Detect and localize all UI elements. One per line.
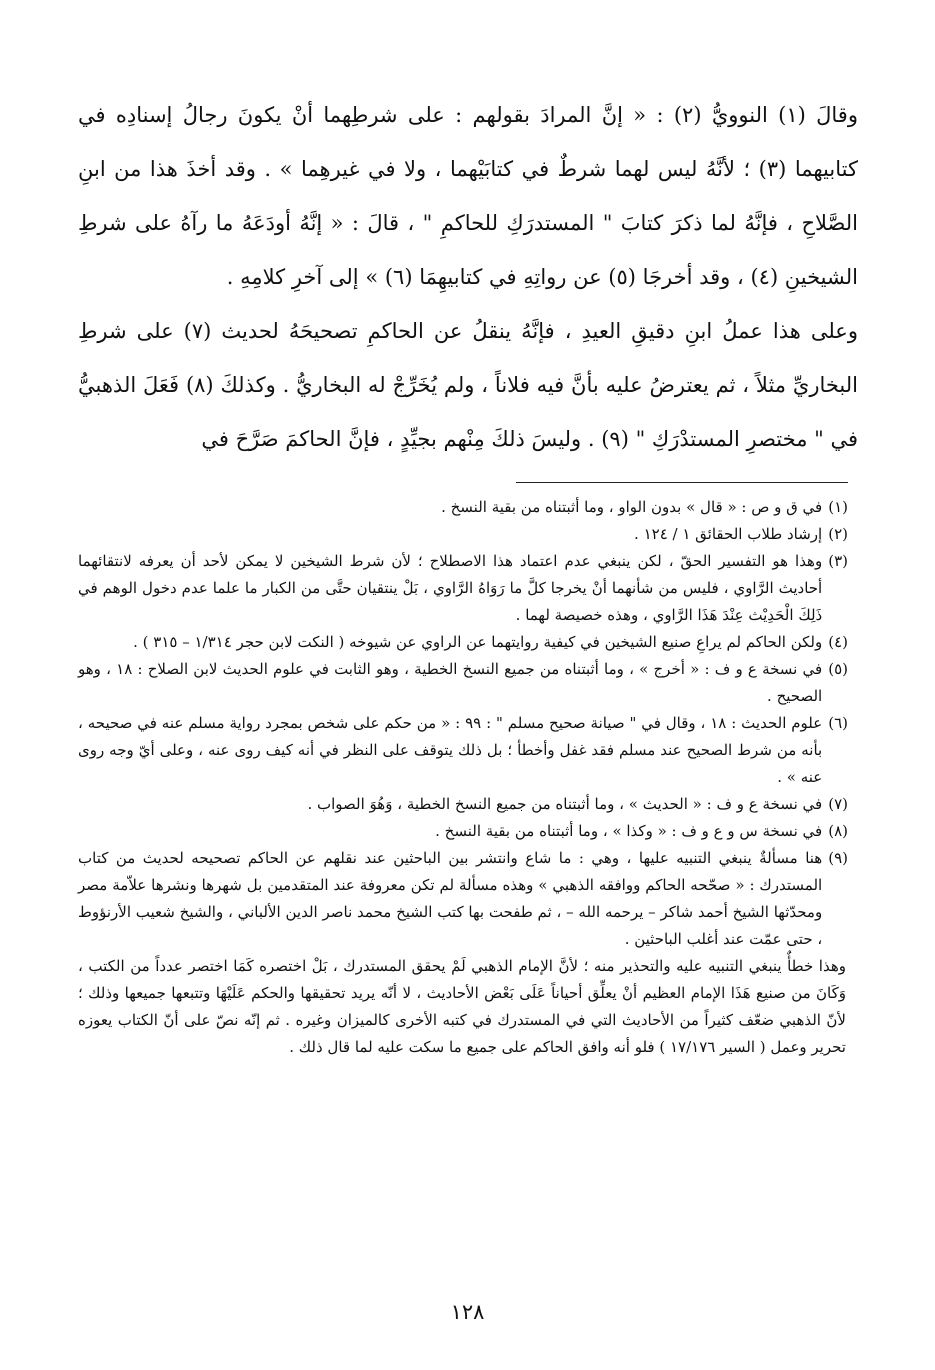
footnote-number: (٥) (828, 660, 848, 678)
body-paragraph-2: وعلى هذا عملُ ابنِ دقيقِ العيدِ ، فإنَّهُ ينقلُ عن الحاكمِ تصحيحَهُ لحديث (٧) على شرطِ البخاريِّ مثلاً ، ثم يعترضُ عليه بأنَّ فيه فلاناً ، ولم يُخَرِّجْ له البخاريُّ . وكذلكَ (٨) فَعَلَ الذهبيُّ في " مختصرِ المستدْرَكِ " (٩) . وليسَ ذلكَ مِنْهم بجيِّدٍ ، فإنَّ الحاكمَ صَرَّحَ في (78, 319, 858, 451)
footnote-text: وهذا خطأٌ ينبغي التنبيه عليه والتحذير منه ؛ لأنَّ الإمام الذهبي لَمْ يحقق المستدرك ، بَلْ اختصره كَمَا اختصر عدداً من الكتب ، وَكَانَ من صنيع هَذَا الإمام العظيم أنْ يعلِّق أحياناً عَلَى بَعْض الأحاديث ، لا أنّه يريد تحقيقها والحكم عَلَيْهَا وتتبعها جميعها وذلك ؛ لأنّ الذهبي ضعّف كثيراً من الأحاديث التي في المستدرك في كتبه الأخرى كالميزان وغيره . ثم إنّه نصّ على أنّ الكتاب يعوزه تحرير وعمل ( السير ١٧/١٧٦ ) فلو أنه وافق الحاكم على جميع ما سكت عليه لما قال ذلك . (78, 957, 846, 1056)
footnote-number: (٩) (828, 849, 848, 867)
footnote-2 (78, 521, 848, 548)
footnote-5 (78, 656, 848, 710)
footnote-9-continuation (78, 953, 848, 1061)
footnote-1 (78, 494, 848, 521)
footnote-7 (78, 791, 848, 818)
footnote-3 (78, 548, 848, 629)
page-number: ١٢٨ (450, 1300, 485, 1324)
footnote-number: (٨) (828, 822, 848, 840)
footnote-number: (٣) (828, 552, 848, 570)
footnote-separator (516, 482, 848, 483)
footnote-text: هنا مسألةٌ ينبغي التنبيه عليها ، وهي : ما شاع وانتشر بين الباحثين عند نقلهم عن الحاكم تصحيحه لحديث من كتاب المستدرك : « صحّحه الحاكم ووافقه الذهبي » وهذه مسألة لم تكن معروفة عند المتقدمين بل شهرها ونشرها علاّمة مصر ومحدّثها الشيخ أحمد شاكر – يرحمه الله – ، ثم طفحت بها كتب الشيخ محمد ناصر الدين الألباني ، والشيخ شعيب الأرنؤوط ، حتى عمّت عند أغلب الباحثين . (78, 849, 823, 948)
footnote-text: علوم الحديث : ١٨ ، وقال في " صيانة صحيح مسلم " : ٩٩ : « من حكم على شخص بمجرد رواية مسلم عنه في صحيحه ، بأنه من شرط الصحيح عند مسلم فقد غفل وأخطأ ؛ بل ذلك يتوقف على النظر في أنه كيف روى عنه ، وعلى أيّ وجه روى عنه » . (78, 714, 823, 786)
body-paragraph-1: وقالَ (١) النوويُّ (٢) : « إنَّ المرادَ بقولهم : على شرطِهما أنْ يكونَ رجالُ إسنادِه في كتابيهما (٣) ؛ لأنَّهُ ليس لهما شرطٌ في كتابَيْهما ، ولا في غيرهِما » . وقد أخذَ هذا من ابنِ الصَّلاحِ ، فإنَّهُ لما ذكرَ كتابَ " المستدرَكِ للحاكمِ " ، قالَ : « إنَّهُ أودَعَهُ ما رآهُ على شرطِ الشيخينِ (٤) ، وقد أخرجَا (٥) عن رواتِهِ في كتابيهِمَا (٦) » إلى آخرِ كلامِهِ . (78, 103, 858, 289)
footnote-text: ولكن الحاكم لم يراعِ صنيع الشيخين في كيفية روايتهما عن الراوي عن شيوخه ( النكت لابن حجر ١/٣١٤ – ٣١٥ ) . (133, 633, 823, 651)
footnote-number: (٧) (828, 795, 848, 813)
main-text (78, 88, 858, 466)
footnote-number: (٦) (828, 714, 848, 732)
footnote-4 (78, 629, 848, 656)
footnotes (78, 494, 848, 1061)
footnote-number: (١) (828, 498, 848, 516)
footnote-9 (78, 845, 848, 953)
footnote-number: (٢) (828, 525, 848, 543)
footnote-number: (٤) (828, 633, 848, 651)
footnote-text: في ق و ص : « قال » بدون الواو ، وما أثبتناه من بقية النسخ . (441, 498, 823, 516)
footnote-8 (78, 818, 848, 845)
footnote-text: إرشاد طلاب الحقائق ١ / ١٢٤ . (634, 525, 823, 543)
footnote-text: في نسخة ع و ف : « الحديث » ، وما أثبتناه من جميع النسخ الخطية ، وَهُوَ الصواب . (307, 795, 823, 813)
footnote-text: في نسخة ع و ف : « أخرج » ، وما أثبتناه من جميع النسخ الخطية ، وهو الثابت في علوم الحديث لابن الصلاح : ١٨ ، وهو الصحيح . (78, 660, 823, 705)
footnote-6 (78, 710, 848, 791)
footnote-text: في نسخة س و ع و ف : « وكذا » ، وما أثبتناه من بقية النسخ . (435, 822, 823, 840)
footnote-text: وهذا هو التفسير الحقّ ، لكن ينبغي عدم اعتماد هذا الاصطلاح ؛ لأن شرط الشيخين لا يمكن لأحد أن يعرفه لانتقائهما أحاديث الرَّاوي ، فليس من شأنهما أنْ يخرجا كلَّ ما رَوَاهُ الرَّاوي ، بَلْ ينتقيان حتَّى من الكبار ما علما عدم دخول الوهم في ذَلِكَ الْحَدِيْث عِنْدَ هَذَا الرَّاوي ، وهذه خصيصة لهما . (78, 552, 823, 624)
